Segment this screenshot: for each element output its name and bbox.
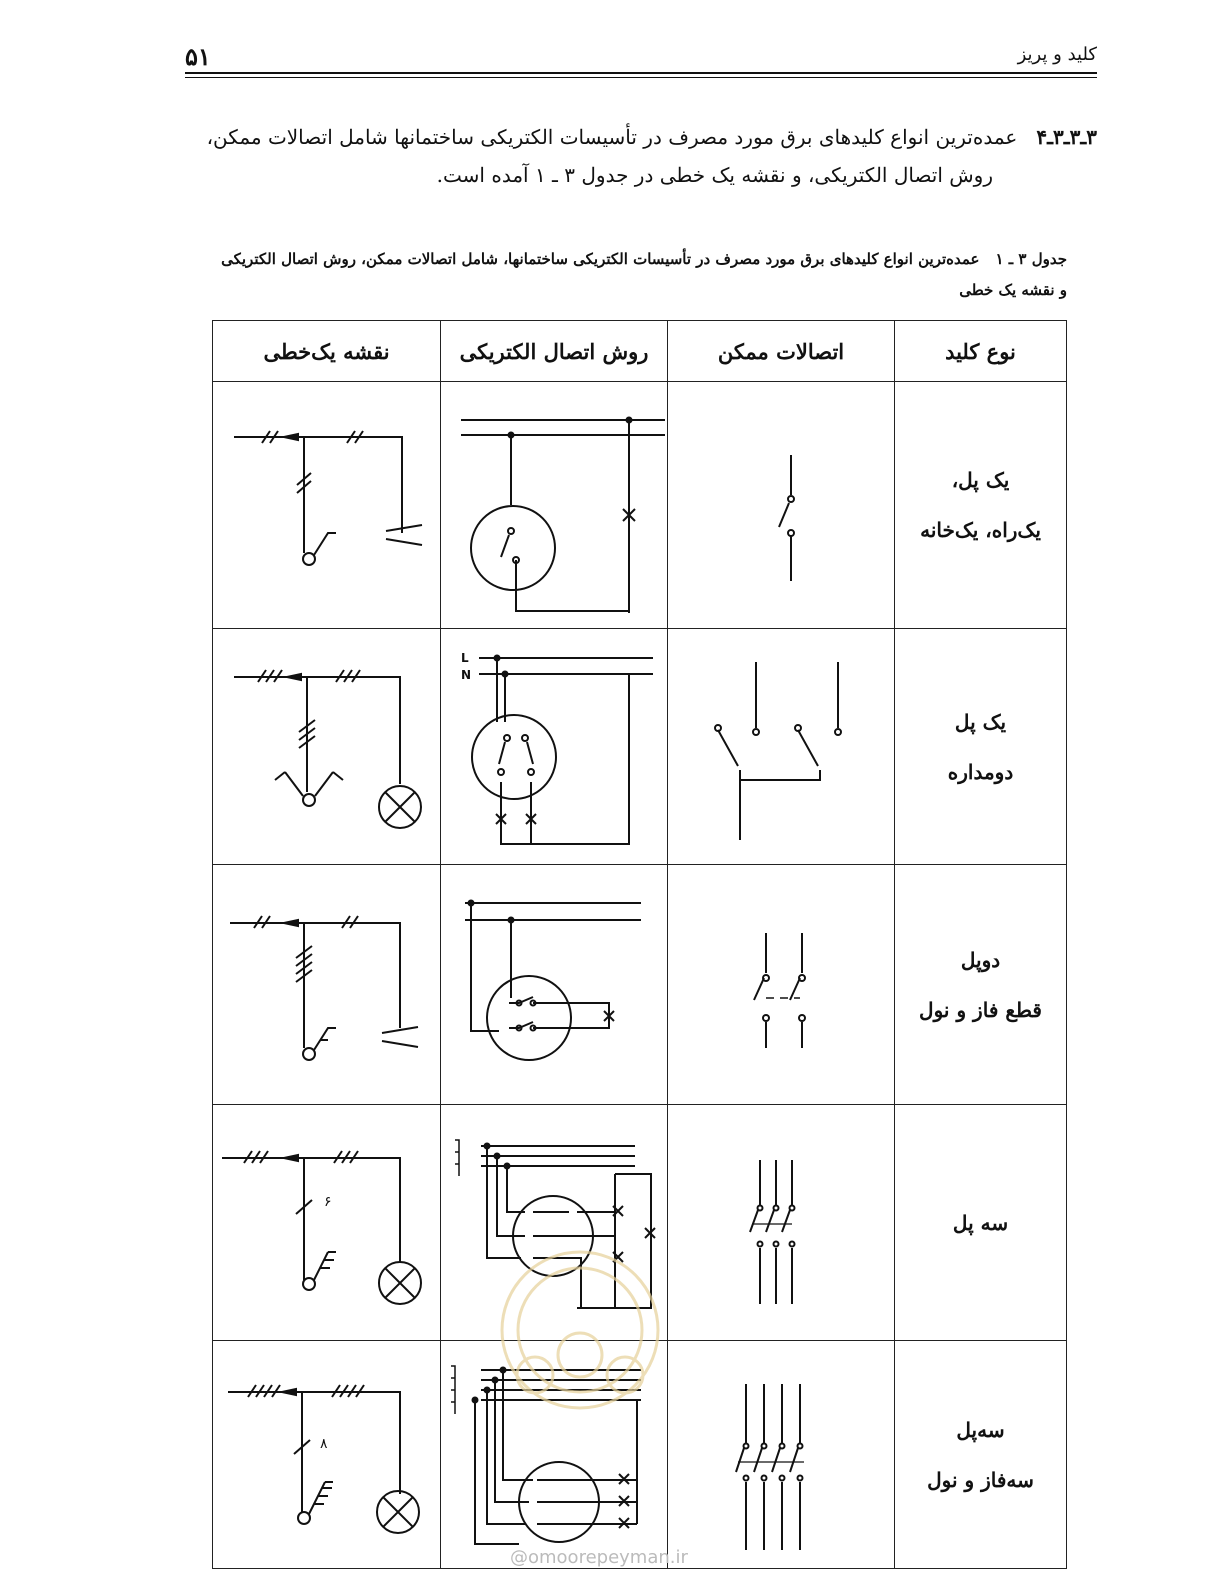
wiring-label-l: L <box>461 650 469 665</box>
caption-text: عمده‌ترین انواع کلیدهای برق مورد مصرف در تأسیسات الکتریکی ساختمانها، شامل اتصالات ممکن، روش اتصال الکتریکی و نقشه یک خطی <box>221 250 1067 299</box>
watermark-text: @omoorepeyman.ir <box>510 1547 688 1568</box>
caption-label: جدول ۳ ـ ۱ <box>995 250 1067 268</box>
switch-type-line2: یک‌راه، یک‌خانه <box>920 518 1041 542</box>
single-line-diagram <box>214 1344 440 1566</box>
connections-diagram <box>668 632 894 862</box>
connections-cell <box>668 629 895 865</box>
switch-type-line1: سه پل <box>952 1210 1009 1235</box>
table-header-row <box>213 321 1067 382</box>
table-row <box>213 1105 1067 1341</box>
header-rule-thin <box>185 77 1097 78</box>
single-line-cell <box>213 865 441 1105</box>
single-line-cell <box>213 382 441 629</box>
intro-paragraph <box>185 118 1097 194</box>
wiring-diagram <box>441 1344 667 1566</box>
connections-diagram <box>668 868 894 1102</box>
single-line-cell <box>213 1341 441 1569</box>
wiring-diagram <box>441 868 667 1102</box>
running-header <box>185 38 1097 78</box>
connections-cell <box>668 1105 895 1341</box>
single-line-cell <box>213 1105 441 1341</box>
connections-cell <box>668 865 895 1105</box>
switch-type-line1: دوپل <box>960 947 1001 972</box>
page-number: ۵۱ <box>185 42 211 71</box>
table-row <box>213 1341 1067 1569</box>
header-connections: اتصالات ممکن <box>668 321 895 382</box>
connections-diagram <box>668 385 894 625</box>
wiring-cell <box>441 1105 668 1341</box>
table-caption <box>212 244 1067 306</box>
running-title: کلید و پریز <box>1017 44 1097 65</box>
wire-count-label: ۶ <box>323 1193 332 1210</box>
single-line-diagram <box>214 632 440 862</box>
wiring-cell <box>441 1341 668 1569</box>
switch-type-line2: قطع فاز و نول <box>919 997 1042 1022</box>
wire-count-label: ۸ <box>319 1435 328 1452</box>
single-line-cell <box>213 629 441 865</box>
switch-type-cell <box>895 1341 1067 1569</box>
single-line-diagram <box>214 1108 440 1338</box>
connections-cell <box>668 1341 895 1569</box>
table-row <box>213 382 1067 629</box>
wiring-cell <box>441 382 668 629</box>
header-single-line: نقشه یک‌خطی <box>213 321 441 382</box>
connections-cell <box>668 382 895 629</box>
paragraph-line-1: عمده‌ترین انواع کلیدهای برق مورد مصرف در تأسیسات الکتریکی ساختمانها شامل اتصالات ممکن، <box>206 125 1018 149</box>
switch-type-cell <box>895 382 1067 629</box>
single-line-diagram <box>214 868 440 1102</box>
header-rule <box>185 72 1097 74</box>
paragraph-line-2: روش اتصال الکتریکی، و نقشه یک خطی در جدول ۳ ـ ۱ آمده است. <box>436 163 993 187</box>
paragraph-number: ۳ـ۳ـ۳ـ۴ <box>1036 125 1097 149</box>
switch-type-line1: یک پل، <box>951 468 1010 492</box>
wiring-cell <box>441 629 668 865</box>
connections-diagram <box>668 1344 894 1566</box>
wiring-label-n: N <box>461 667 472 682</box>
header-wiring: روش اتصال الکتریکی <box>441 321 668 382</box>
single-line-diagram <box>214 385 440 625</box>
wiring-cell <box>441 865 668 1105</box>
switch-type-cell <box>895 1105 1067 1341</box>
switch-type-line1: سه‌پل <box>956 1417 1005 1442</box>
table-row <box>213 865 1067 1105</box>
switch-type-line2: دومداره <box>947 759 1014 784</box>
wiring-diagram <box>441 632 667 862</box>
switch-type-cell <box>895 865 1067 1105</box>
wiring-diagram <box>441 1108 667 1338</box>
switch-type-cell <box>895 629 1067 865</box>
wiring-diagram <box>441 385 667 625</box>
connections-diagram <box>668 1108 894 1338</box>
table-row <box>213 629 1067 865</box>
switch-type-line2: سه‌فاز و نول <box>927 1467 1034 1492</box>
switch-types-table <box>212 320 1067 1569</box>
switch-type-line1: یک پل <box>954 709 1007 734</box>
header-type: نوع کلید <box>895 321 1067 382</box>
